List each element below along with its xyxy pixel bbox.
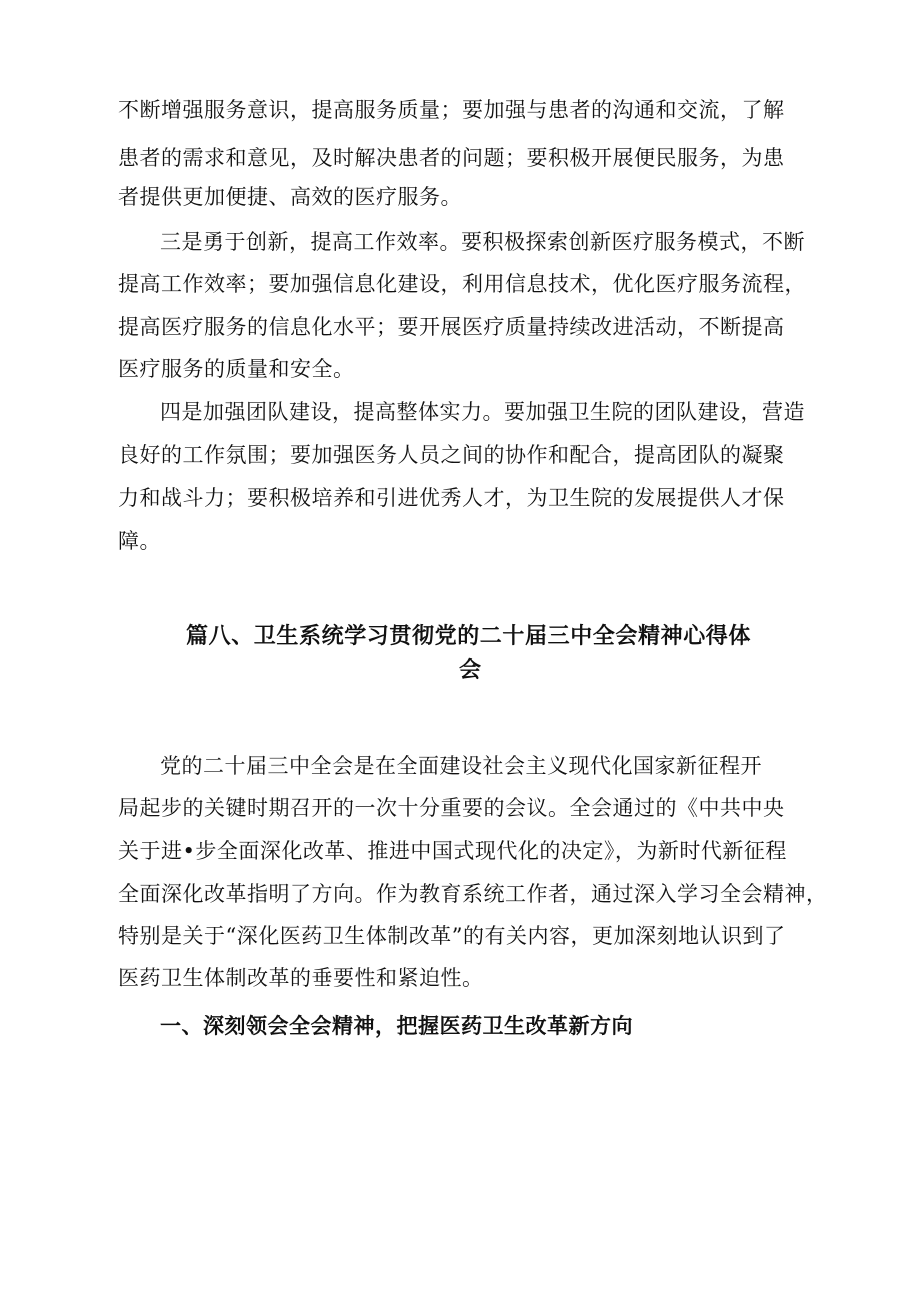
paragraph-line: 提高医疗服务的信息化水平；要开展医疗质量持续改进活动，不断提高 (118, 315, 785, 339)
paragraph-line: 力和战斗力；要积极培养和引进优秀人才，为卫生院的发展提供人才保 (118, 486, 785, 510)
paragraph-line: 四是加强团队建设，提高整体实力。要加强卫生院的团队建设，营造 (160, 400, 805, 424)
section-title-continued: 会 (459, 657, 482, 683)
paragraph-line: 局起步的关键时期召开的一次十分重要的会议。全会通过的《中共中央 (118, 796, 785, 820)
paragraph-line: 提高工作效率；要加强信息化建设，利用信息技术，优化医疗服务流程， (118, 272, 806, 296)
paragraph-line: 关于进•步全面深化改革、推进中国式现代化的决定》，为新时代新征程 (118, 839, 787, 863)
paragraph-line: 特别是关于“深化医药卫生体制改革”的有关内容，更加深刻地认识到了 (118, 924, 786, 948)
paragraph-line: 良好的工作氛围；要加强医务人员之间的协作和配合，提高团队的凝聚 (118, 443, 785, 467)
paragraph-line: 医疗服务的质量和安全。 (118, 357, 355, 381)
subheading: 一、深刻领会全会精神，把握医药卫生改革新方向 (160, 1013, 633, 1038)
paragraph-line: 医药卫生体制改革的垂要性和紧迫性。 (118, 966, 484, 990)
paragraph-line: 党的二十届三中全会是在全面建设社会主义现代化国家新征程开 (160, 754, 762, 778)
paragraph-line: 不断增强服务意识，提高服务质量；要加强与患者的沟通和交流，了解 (118, 98, 785, 122)
section-title: 篇八、卫生系统学习贯彻党的二十届三中全会精神心得体 (186, 623, 752, 649)
paragraph-line: 障。 (118, 529, 161, 553)
paragraph-line: 患者的需求和意见，及时解决患者的问题；要积极开展便民服务，为患 (118, 146, 785, 170)
paragraph-line: 全面深化改革指明了方向。作为教育系统工作者，通过深入学习全会精神， (118, 882, 828, 906)
paragraph-line: 者提供更加便捷、高效的医疗服务。 (118, 185, 462, 209)
paragraph-line: 三是勇于创新，提高工作效率。要积极探索创新医疗服务模式，不断 (160, 230, 805, 254)
